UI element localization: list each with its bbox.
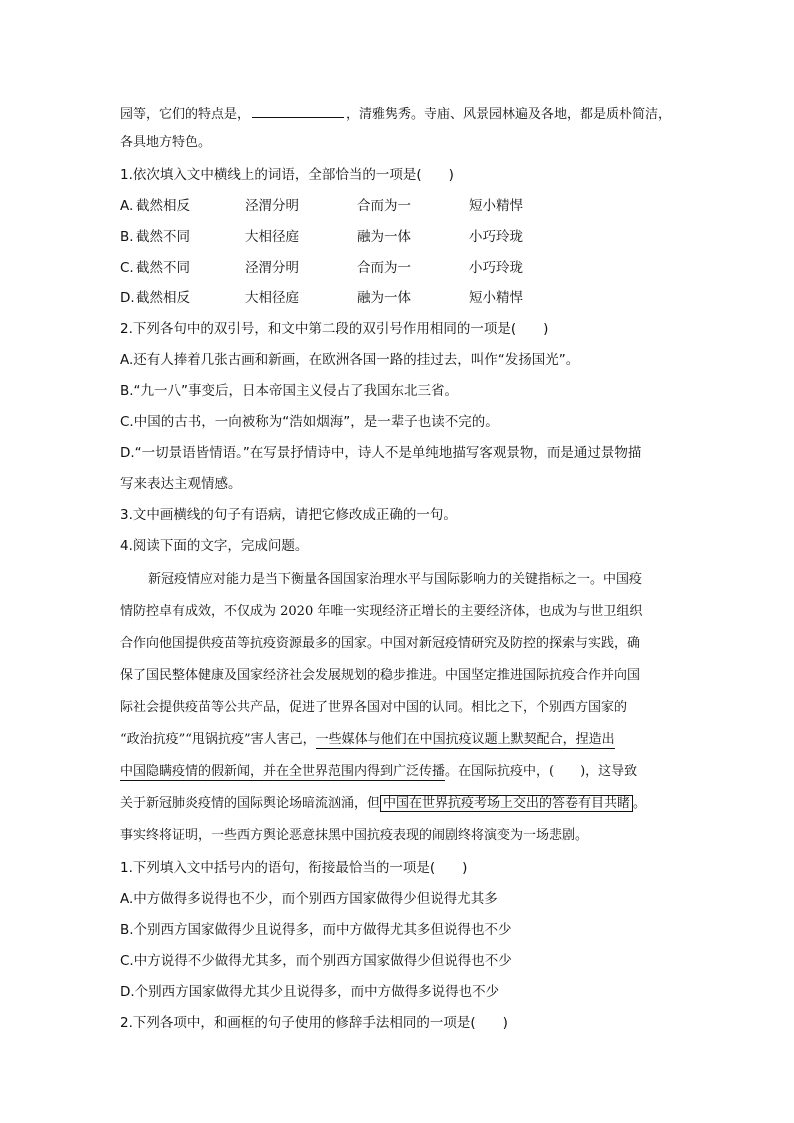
fill-blank [252,104,344,118]
intro-line-2: 各具地方特色。 [120,135,212,150]
passage-text: 关于新冠肺炎疫情的国际舆论场暗流汹涌，但 [120,796,381,811]
intro-text-b: ，清雅隽秀。寺庙、风景园林遍及各地，都是质朴简洁， [346,107,672,122]
question-1-stem: 1.依次填入文中横线上的词语，全部恰当的一项是( ) [120,167,454,183]
passage-line-2: 情防控卓有成效，不仅成为 2020 年唯一实现经济正增长的主要经济体，也成为与世卫组织 [120,604,643,619]
passage-line-7 [120,763,674,781]
underlined-sentence-part-1: 一些媒体与他们在中国抗疫议题上默契配合，捏造出 [315,732,615,747]
question-2-option-a: A.还有人捧着几张古画和新画，在欧洲各国一路的挂过去，叫作“发扬国光”。 [120,352,580,368]
passage-line-4: 保了国民整体健康及国家经济社会发展规划的稳步推进。中国坚定推进国际抗疫合作并向国 [120,668,641,683]
question-2-option-d-line-2: 写来表达主观情感。 [120,476,242,492]
underlined-sentence-part-2: 中国隐瞒疫情的假新闻，并在全世界范围内得到广泛传播 [120,764,446,779]
passage-text: 。在国际抗疫中，( )，这导致 [445,764,638,779]
document-page: 园等，它们的特点是， ，清雅隽秀。寺庙、风景园林遍及各地，都是质朴简洁， 各具地方特色。 1.依次填入文中横线上的词语，全部恰当的一项是( ) A. 截然相反 泾渭分明 合而为一 短小精悍 B. 截然不同 大相径庭 融为一体 小巧玲珑 C. 截然不同 泾渭分明 合而为一 小巧玲珑 D. 截然相反 大相径庭 融为一体 短小精悍 2.下列各句中的双引号，和文中第二段的双引号作用相同的一项是( ) A.还有人捧着几张古画和新画，在欧洲各国一路的挂过去，叫作“发扬国光”。 B.“九一八”事变后，日本帝国主义侵占了我国东北三省。 C.中国的古书，一向被称为“浩如烟海”，是一辈子也读不完的。 D.“一切景语皆情语。”在写景抒情诗中，诗人不是单纯地描写客观景物，而是通过景物描 写来表达主观情感。 3.文中画横线的句子有语病，请把它修改成正确的一句。 4.阅读下面的文字，完成问题。 新冠疫情应对能力是当下衡量各国国家治理水平与国际影响力的关键指标之一。中国疫 情防控卓有成效，不仅成为 2020 年唯一实现经济正增长的主要经济体，也成为与世卫组织 合作向他国提供疫苗等抗疫资源最多的国家。中国对新冠疫情研究及防控的探索与实践，确 保了国民整体健康及国家经济社会发展规划的稳步推进。中国坚定推进国际抗疫合作并向国 际社会提供疫苗等公共产品，促进了世界各国对中国的认同。相比之下，个别西方国家的 “政治抗疫”“甩锅抗疫”害人害己，一些媒体与他们在中国抗疫议题上默契配合，捏造出 中国隐瞒疫情的假新闻，并在全世界范围内得到广泛传播。在国际抗疫中，( )，这导致 关于新冠肺炎疫情的国际舆论场暗流汹涌，但 中国在世界抗疫考场上交出的答卷有目共睹 。 事实终将证明，一些西方舆论恶意抹黑中国抗疫表现的闹剧终将演变为一场悲剧。 1.下列填入文中括号内的语句，衔接最恰当的一项是( ) A.中方做得多说得也不少，而个别西方国家做得少但说得尤其多 B.个别西方国家做得少且说得多，而中方做得尤其多但说得也不少 C.中方说得不少做得尤其多，而个别西方国家做得少但说得也不少 D.个别西方国家做得尤其少且说得多，而中方做得多说得也不少 2.下列各项中，和画框的句子使用的修辞手法相同的一项是( ) [0,0,794,1123]
subquestion-1-option-d: D.个别西方国家做得尤其少且说得多，而中方做得多说得也不少 [120,984,500,1000]
subquestion-1-option-c: C.中方说得不少做得尤其多，而个别西方国家做得少但说得也不少 [120,953,512,969]
passage-line-8 [120,795,674,813]
boxed-sentence: 中国在世界抗疫考场上交出的答卷有目共睹 [380,795,633,812]
question-2-option-c: C.中国的古书，一向被称为“浩如烟海”，是一辈子也读不完的。 [120,414,499,430]
subquestion-1-option-a: A.中方做得多说得也不少，而个别西方国家做得少但说得尤其多 [120,891,498,907]
intro-line-1 [120,104,671,124]
subquestion-1-stem: 1.下列填入文中括号内的语句，衔接最恰当的一项是( ) [120,860,468,876]
passage-line-5: 际社会提供疫苗等公共产品，促进了世界各国对中国的认同。相比之下，个别西方国家的 [120,700,628,715]
question-2-option-b: B.“九一八”事变后，日本帝国主义侵占了我国东北三省。 [120,383,459,399]
question-2-option-d-line-1: D.“一切景语皆情语。”在写景抒情诗中，诗人不是单纯地描写客观景物，而是通过景物描 [120,445,642,461]
passage-text: “政治抗疫”“甩锅抗疫”害人害己， [120,732,316,747]
intro-text-a: 园等，它们的特点是， [120,107,251,122]
question-4-stem: 4.阅读下面的文字，完成问题。 [120,538,309,554]
subquestion-1-option-b: B.个别西方国家做得少且说得多，而中方做得尤其多但说得也不少 [120,922,512,938]
passage-line-6 [120,731,674,749]
passage-text: 。 [633,796,647,811]
question-2-stem: 2.下列各句中的双引号，和文中第二段的双引号作用相同的一项是( ) [120,321,549,337]
passage-line-9: 事实终将证明，一些西方舆论恶意抹黑中国抗疫表现的闹剧终将演变为一场悲剧。 [120,828,589,843]
passage-line-3: 合作向他国提供疫苗等抗疫资源最多的国家。中国对新冠疫情研究及防控的探索与实践，确 [120,636,641,651]
subquestion-2-stem: 2.下列各项中，和画框的句子使用的修辞手法相同的一项是( ) [120,1015,508,1031]
passage-line-1: 新冠疫情应对能力是当下衡量各国国家治理水平与国际影响力的关键指标之一。中国疫 [148,572,643,587]
question-3-stem: 3.文中画横线的句子有语病，请把它修改成正确的一句。 [120,507,457,523]
